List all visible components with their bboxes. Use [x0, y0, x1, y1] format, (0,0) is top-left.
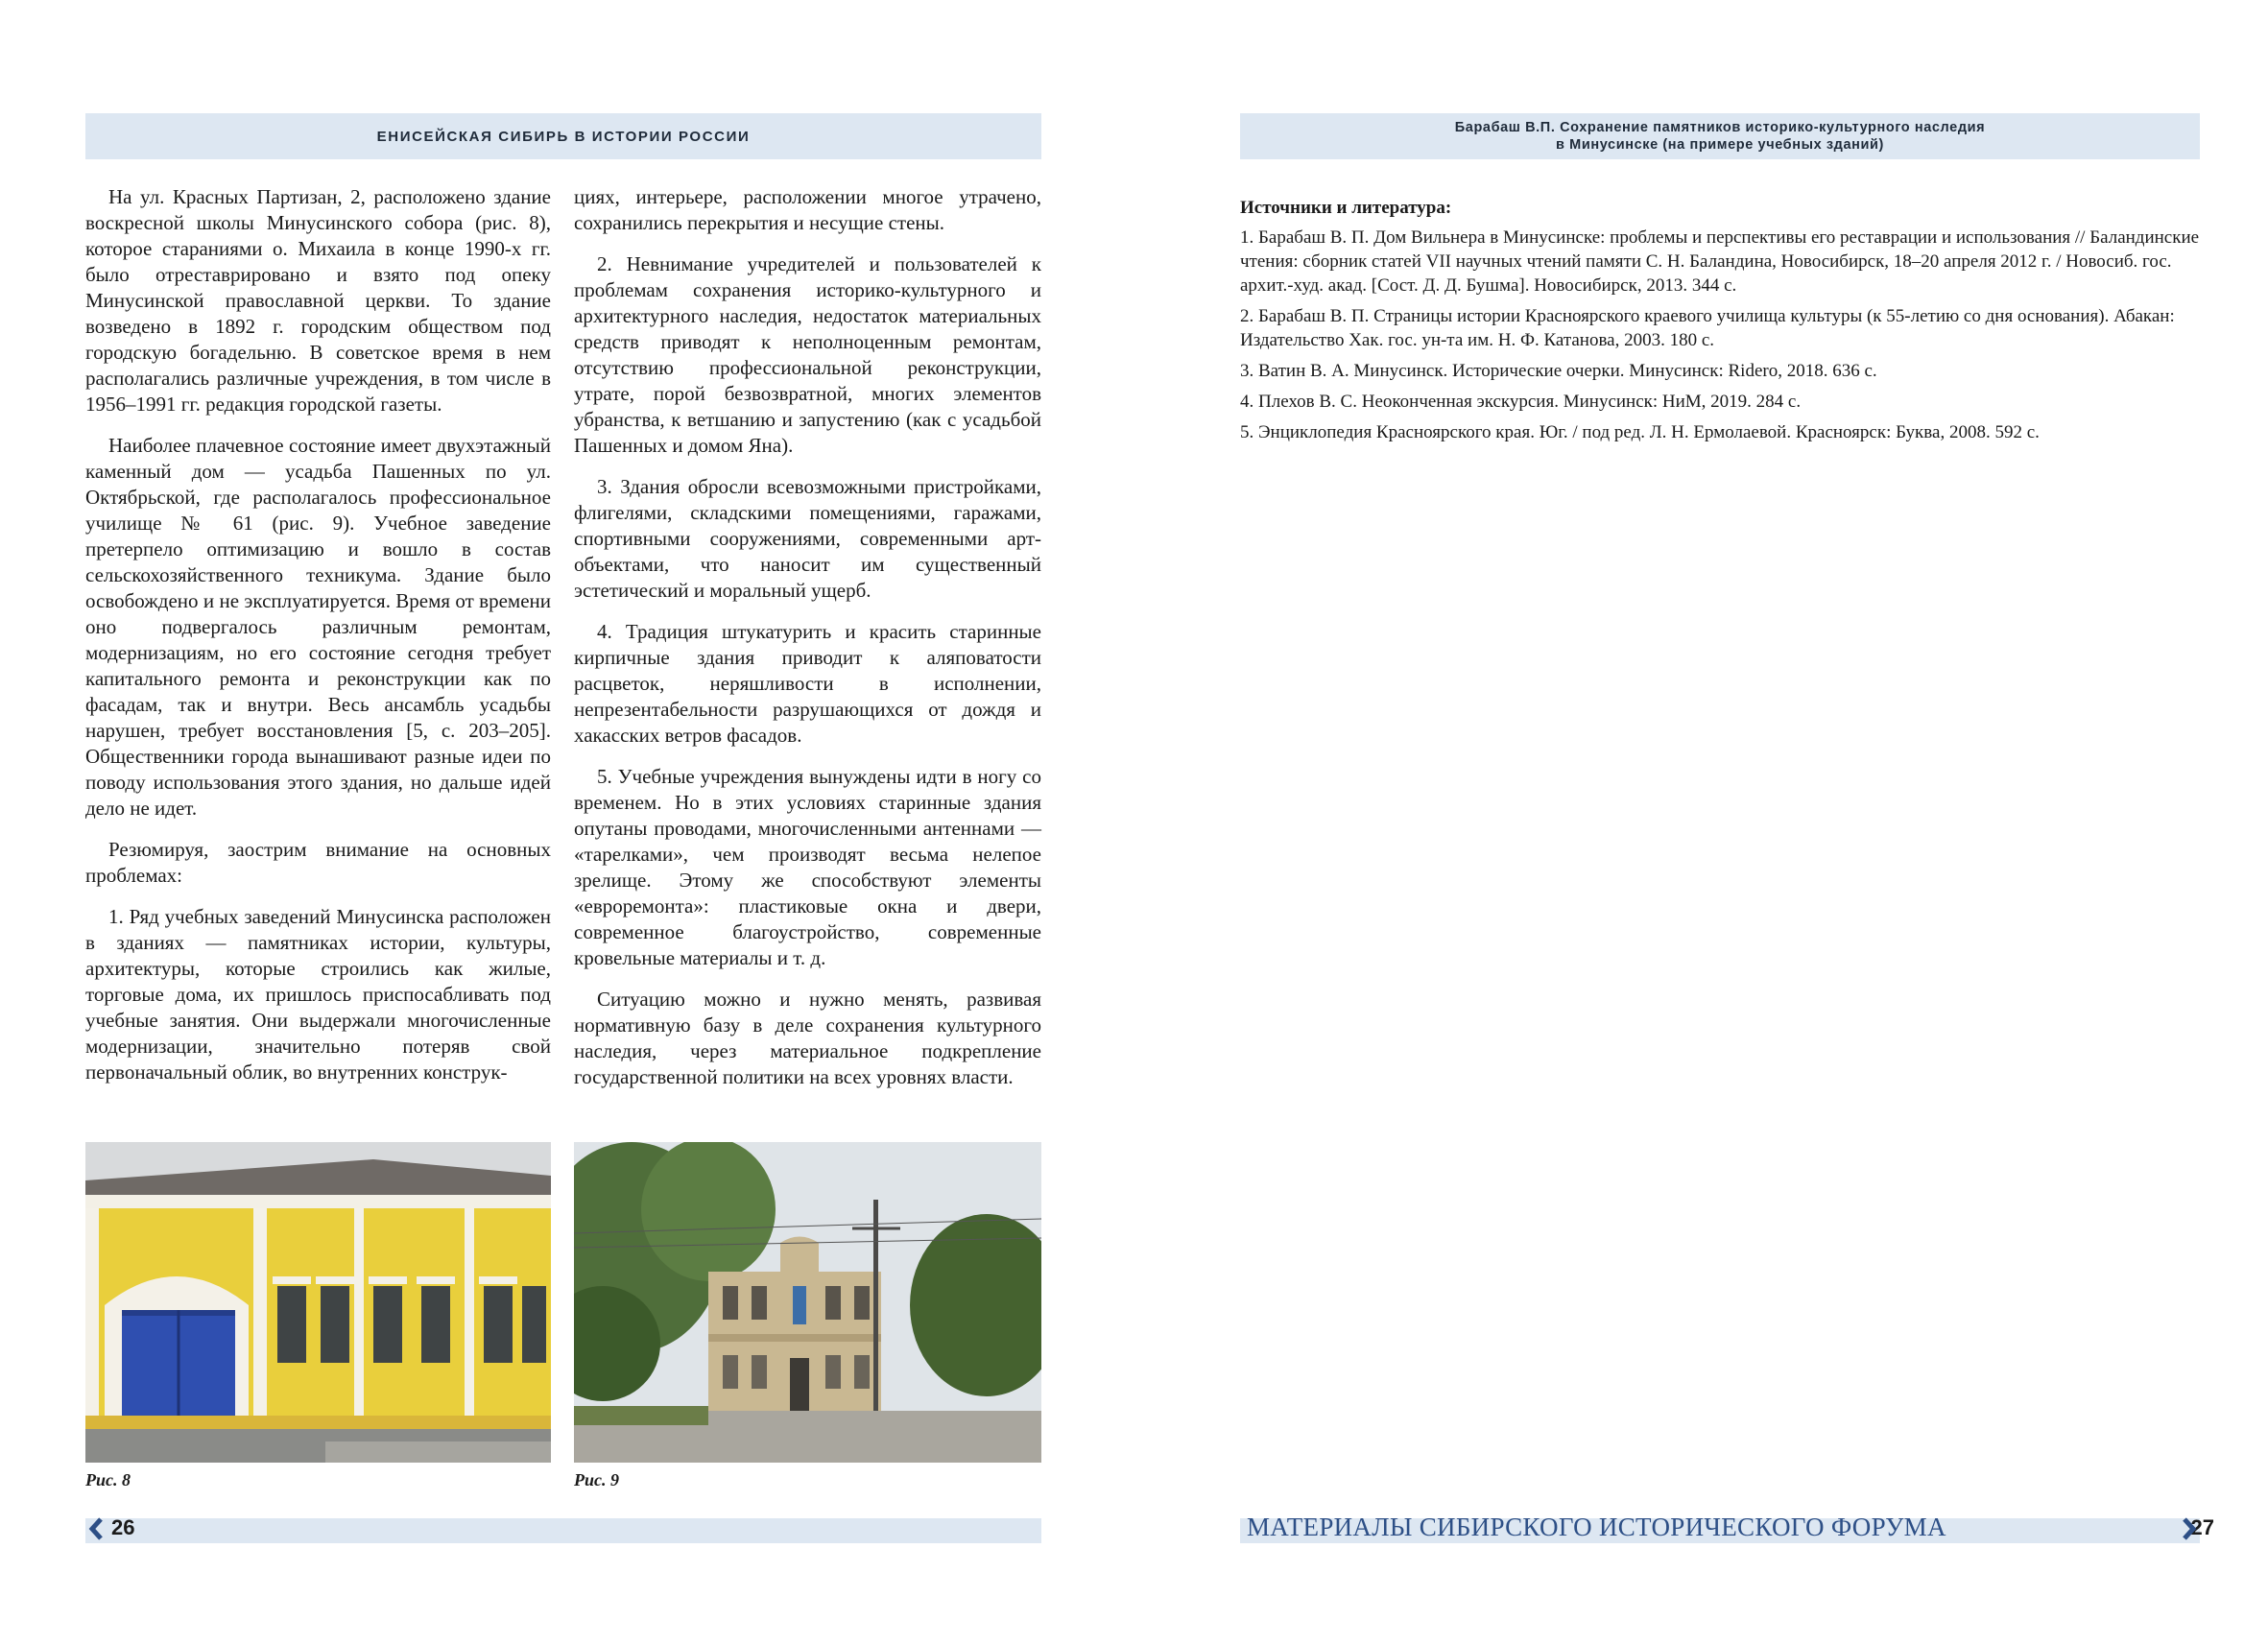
paragraph: 3. Здания обросли всевозможными пристройками, флигелями, складскими помещениями, гаражами, спортивными сооружениями, современными арт-объектами, что наносит им существенный эстетический и моральный ущерб. — [574, 475, 1041, 602]
paragraph: 2. Невнимание учредителей и пользователей к проблемам сохранения историко-культурного и архитектурного наследия, недостаток материальных средств приводят к неполноценным ремонтам, отсутствию профессиональной реконструкции, утрате, порой безвозвратной, многих элементов убранства, к ветшанию и запустению (как с усадьбой Пашенных и домом Яна). — [574, 252, 1041, 457]
paragraph: 1. Ряд учебных заведений Минусинска расположен в зданиях — памятниках истории, культуры, архитектуры, которые строились как жилые, торговые дома, их пришлось приспосабливать под учебные занятия. Они выдержали многочисленные модернизации, значительно потеряв свой первоначальный облик, во внутренних конструк- — [85, 905, 551, 1084]
reference-item: 3. Ватин В. А. Минусинск. Исторические очерки. Минусинск: Ridero, 2018. 636 с. — [1240, 361, 1877, 381]
journal-title: МАТЕРИАЛЫ СИБИРСКОГО ИСТОРИЧЕСКОГО ФОРУМА — [1247, 1513, 1946, 1541]
figure-8-caption: Рис. 8 — [85, 1470, 131, 1489]
header-line-1: Барабаш В.П. Сохранение памятников историко-культурного наследия — [1454, 120, 1986, 135]
old-house-image — [574, 1142, 1041, 1463]
text-column-a — [85, 184, 551, 1101]
paragraph: 4. Традиция штукатурить и красить старинные кирпичные здания приводит к аляповатости расцветок, неряшливости в исполнении, непрезентабельности разрушающихся от дождя и хакасских ветров фасадов. — [574, 620, 1041, 747]
chevron-left-icon — [88, 1517, 104, 1540]
paragraph: 5. Учебные учреждения вынуждены идти в ногу со временем. Но в этих условиях старинные здания опутаны проводами, многочисленными антеннами — «тарелками», чем производят весьма нелепое зрелище. Этому же способствуют элементы «евроремонта»: пластиковые окна и двери, современное благоустройство, современные кровельные материалы и т. д. — [574, 765, 1041, 969]
header-line-2: в Минусинске (на примере учебных зданий) — [1556, 137, 1884, 153]
right-page — [1134, 0, 2268, 1644]
reference-item: 1. Барабаш В. П. Дом Вильнера в Минусинске: проблемы и перспективы его реставрации и использования // Баландинские чтения: сборник статей VII научных чтений памяти С. Н. Баландина, Новосибирск, 18–20 апреля 2012 г. / Новосиб. гос. архит.-худ. акад. [Сост. Д. Д. Бушма]. Новосибирск, 2013. 344 с. — [1240, 227, 2200, 296]
references-section — [1240, 196, 2200, 451]
reference-item: 2. Барабаш В. П. Страницы истории Красноярского краевого училища культуры (к 55-летию со дня основания). Абакан: Издательство Хак. гос. ун-та им. Н. Ф. Катанова, 2003. 180 с. — [1240, 306, 2175, 350]
running-header-right — [1240, 113, 2200, 159]
paragraph: Резюмируя, заострим внимание на основных проблемах: — [85, 838, 551, 887]
figure-9-caption: Рис. 9 — [574, 1470, 619, 1489]
paragraph: Наиболее плачевное состояние имеет двухэтажный каменный дом — усадьба Пашенных по ул. Октябрьской, где располагалось профессиональное училище № 61 (рис. 9). Учебное заведение претерпело оптимизацию и вошло в состав сельскохозяйственного техникума. Здание было освобождено и не эксплуатируется. Время от времени оно подвергалось различным ремонтам, модернизациям, но его состояние сегодня требует капитального ремонта и реконструкции как по фасадам, так и внутри. Весь ансамбль усадьбы нарушен, требует восстановления [5, с. 203–205]. Общественники города вынашивают разные идеи по поводу использования этого здания, но дальше идей дело не идет. — [85, 434, 551, 820]
reference-item: 5. Энциклопедия Красноярского края. Юг. / под ред. Л. Н. Ермолаевой. Красноярск: Буква, 2008. 592 с. — [1240, 422, 2040, 442]
running-header-left: ЕНИСЕЙСКАЯ СИБИРЬ В ИСТОРИИ РОССИИ — [85, 113, 1041, 159]
page-number-left: 26 — [111, 1515, 135, 1539]
figure-9-photo — [574, 1142, 1041, 1463]
paragraph: На ул. Красных Партизан, 2, расположено здание воскресной школы Минусинского собора (рис. 8), которое стараниями о. Михаила в конце 1990-х гг. было отреставрировано и взято под опеку Минусинской православной церкви. То здание возведено в 1892 г. городским обществом под городскую богадельню. В советское время в нем располагались различные учреждения, в том числе в 1956–1991 гг. редакция городской газеты. — [85, 185, 551, 416]
paragraph: Ситуацию можно и нужно менять, развивая нормативную базу в деле сохранения культурного наследия, через материальное подкрепление государственной политики на всех уровнях власти. — [574, 988, 1041, 1088]
references-list — [1240, 226, 2200, 444]
references-title: Источники и литература: — [1240, 198, 1452, 218]
chevron-right-icon — [2182, 1517, 2197, 1540]
text-column-b — [574, 184, 1041, 1106]
paragraph-continuation: циях, интерьере, расположении многое утрачено, сохранились перекрытия и несущие стены. — [574, 185, 1041, 234]
yellow-building-image — [85, 1142, 551, 1463]
reference-item: 4. Плехов В. С. Неоконченная экскурсия. Минусинск: НиМ, 2019. 284 с. — [1240, 392, 1802, 412]
footer-bar-left — [85, 1518, 1041, 1543]
figure-8-photo — [85, 1142, 551, 1463]
page-number-right: 27 — [2190, 1515, 2214, 1539]
